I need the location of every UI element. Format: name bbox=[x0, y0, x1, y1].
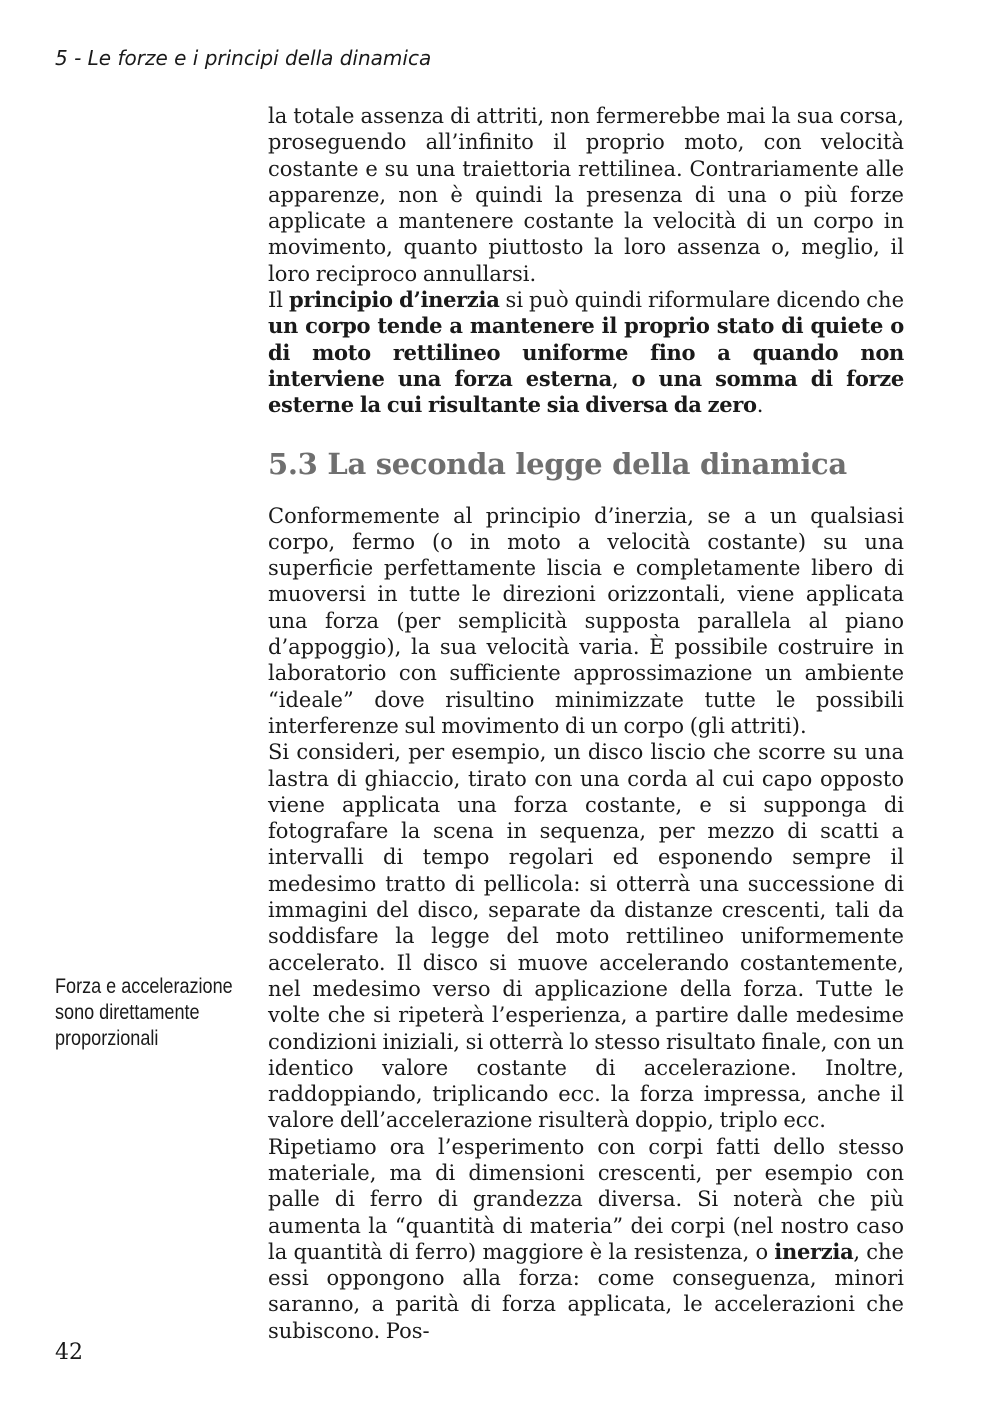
text-span: Il bbox=[268, 288, 290, 313]
margin-note-line: sono direttamente bbox=[55, 1001, 200, 1024]
paragraph-disc-experiment: Si consideri, per esempio, un disco liscio che scorre su una lastra di ghiaccio, tirato con una corda al cui capo opposto viene applicata una forza costante, e si supponga di fotografare la scena in sequenza, per mezzo di scatti a intervalli di tempo regolari ed esponendo sempre il medesimo tratto di pellicola: si otterrà una successione di immagini del disco, separate da distanze crescenti, tali da soddisfare la legge del moto rettilineo uniformemente accelerato. Il disco si muove accelerando costantemente, nel medesimo verso di applicazione della forza. Tutte le volte che si ripeterà l’esperienza, a partire dalle medesime condizioni iniziali, si otterrà lo stesso risultato finale, con un identico valore costante di accelerazione. Inoltre, raddoppiando, triplicando ecc. la forza impressa, anche il valore dell’accelerazione risulterà doppio, triplo ecc. bbox=[268, 740, 904, 1133]
text-span: si può quindi riformulare dicendo che bbox=[499, 288, 905, 313]
text-span: , che essi oppongono alla forza: come conseguenza, minori saranno, a parità di forza applicata, le accelerazioni che subiscono. Pos- bbox=[268, 1239, 904, 1343]
margin-note-line: proporzionali bbox=[55, 1027, 159, 1050]
margin-note-line: Forza e accelerazione bbox=[55, 975, 233, 998]
bold-statement: o una somma di forze esterne la cui risultante sia diversa da zero bbox=[268, 365, 904, 418]
margin-note bbox=[55, 974, 236, 1052]
text-span: Ripetiamo ora l’esperimento con corpi fatti dello stesso materiale, ma di dimensioni crescenti, per esempio con palle di ferro di grandezza diversa. Si noterà che più aumenta la “quantità di materia” dei corpi (nel nostro caso la quantità di ferro) maggiore è la resistenza, o bbox=[268, 1134, 904, 1264]
section-title: 5.3 La seconda legge della dinamica bbox=[268, 446, 847, 481]
running-header: 5 - Le forze e i principi della dinamica bbox=[55, 46, 432, 70]
main-text-column bbox=[268, 103, 904, 1344]
page-number: 42 bbox=[55, 1340, 83, 1365]
bold-term: principio d’inerzia bbox=[289, 287, 500, 313]
text-span: , bbox=[611, 366, 632, 391]
paragraph-inertia-conclusion: la totale assenza di attriti, non fermerebbe mai la sua corsa, proseguendo all’infinito il proprio moto, con velocità costante e su una traiettoria rettilinea. Contrariamente alle apparenze, non è quindi la presenza di una o più forze applicate a mantenere costante la velocità di un corpo in movimento, quanto piuttosto la loro assenza o, meglio, il loro reciproco annullarsi. bbox=[268, 104, 904, 286]
bold-statement: un corpo tende a mantenere il proprio stato di quiete o di moto rettilineo uniforme fino a quando non interviene una forza esterna bbox=[268, 313, 904, 391]
bold-term: inerzia bbox=[774, 1238, 854, 1264]
paragraph-inertia-principle bbox=[268, 287, 904, 418]
text-span: . bbox=[756, 393, 764, 418]
paragraph-mass-experiment bbox=[268, 1134, 904, 1344]
paragraph-second-law-intro: Conformemente al principio d’inerzia, se a un qualsiasi corpo, fermo (o in moto a velocità costante) su una superficie perfettamente liscia e completamente libero di muoversi in tutte le direzioni orizzontali, viene applicata una forza (per semplicità supposta parallela al piano d’appoggio), la sua velocità varia. È possibile costruire in laboratorio con sufficiente approssimazione un ambiente “ideale” dove risultino minimizzate tutte le possibili interferenze sul movimento di un corpo (gli attriti). bbox=[268, 503, 904, 738]
